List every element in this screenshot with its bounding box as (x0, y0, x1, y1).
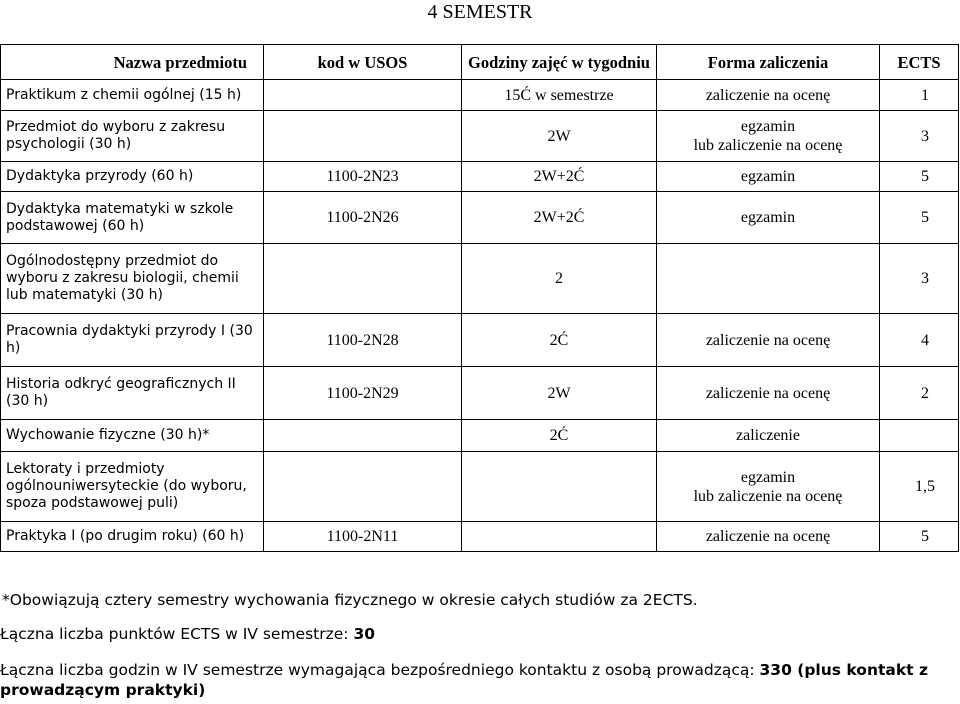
table-row (1, 80, 959, 111)
cell-hours: 2Ć (462, 420, 657, 452)
cell-code (264, 420, 462, 452)
cell-name (1, 452, 264, 522)
cell-hours: 2W (462, 367, 657, 420)
cell-code: 1100-2N26 (264, 192, 462, 244)
cell-hours: 2 (462, 244, 657, 314)
ects-total-label: Łączna liczba punktów ECTS w IV semestrze: (0, 625, 354, 643)
cell-name: Dydaktyka przyrody (60 h) (1, 162, 264, 192)
cell-ects: 3 (880, 244, 959, 314)
cell-form: egzamin lub zaliczenie na ocenę (657, 452, 880, 522)
header-code: kod w USOS (264, 45, 462, 80)
table-row (1, 367, 959, 420)
cell-form: zaliczenie na ocenę (657, 367, 880, 420)
cell-code: 1100-2N28 (264, 314, 462, 367)
cell-name-text: Historia odkryć geograficznych II (30 h) (6, 376, 236, 409)
cell-name (1, 314, 264, 367)
hours-total-value: 330 (plus kontakt z prowadzącym praktyki) (0, 661, 928, 699)
cell-name: Wychowanie fizyczne (30 h)* (1, 420, 264, 452)
hours-total (0, 660, 958, 700)
cell-name: Praktyka I (po drugim roku) (60 h) (1, 522, 264, 552)
cell-name: Praktikum z chemii ogólnej (15 h) (1, 80, 264, 111)
cell-name (1, 111, 264, 162)
table-row (1, 452, 959, 522)
cell-ects: 1,5 (880, 452, 959, 522)
cell-ects: 5 (880, 192, 959, 244)
cell-name (1, 244, 264, 314)
cell-form: zaliczenie na ocenę (657, 522, 880, 552)
cell-hours: 2W+2Ć (462, 162, 657, 192)
cell-name-text: Dydaktyka matematyki w szkole podstawowej (60 h) (6, 200, 234, 234)
table-header-row (1, 45, 959, 80)
cell-ects: 5 (880, 162, 959, 192)
cell-form: egzamin (657, 192, 880, 244)
cell-name (1, 192, 264, 244)
footnote: *Obowiązują cztery semestry wychowania fizycznego w okresie całych studiów za 2ECTS. (2, 591, 698, 609)
cell-name (1, 367, 264, 420)
cell-name-text: Lektoraty i przedmioty ogólnouniwersyteckie (do wyboru, spoza podstawowej puli) (6, 461, 247, 511)
cell-form: egzamin (657, 162, 880, 192)
cell-code: 1100-2N11 (264, 522, 462, 552)
cell-code (264, 80, 462, 111)
cell-hours (462, 522, 657, 552)
cell-hours: 2W+2Ć (462, 192, 657, 244)
page-title: 4 SEMESTR (427, 1, 533, 23)
ects-total (0, 624, 375, 644)
table-row (1, 111, 959, 162)
cell-form: zaliczenie na ocenę (657, 314, 880, 367)
table-row (1, 314, 959, 367)
cell-code: 1100-2N29 (264, 367, 462, 420)
header-hours: Godziny zajęć w tygodniu (462, 45, 657, 80)
cell-hours (462, 452, 657, 522)
cell-ects: 2 (880, 367, 959, 420)
table-row (1, 420, 959, 452)
cell-name-text: Ogólnodostępny przedmiot do wyboru z zakresu biologii, chemii lub matematyki (30 h) (6, 253, 239, 303)
cell-code (264, 452, 462, 522)
table-row (1, 244, 959, 314)
table-row (1, 522, 959, 552)
cell-code (264, 244, 462, 314)
cell-ects: 1 (880, 80, 959, 111)
header-ects: ECTS (880, 45, 959, 80)
cell-ects: 3 (880, 111, 959, 162)
header-form: Forma zaliczenia (657, 45, 880, 80)
header-name: Nazwa przedmiotu (1, 45, 264, 80)
table-row (1, 162, 959, 192)
table-body (1, 80, 959, 552)
cell-code (264, 111, 462, 162)
cell-hours: 15Ć w semestrze (462, 80, 657, 111)
cell-ects (880, 420, 959, 452)
cell-hours: 2Ć (462, 314, 657, 367)
cell-form: egzamin lub zaliczenie na ocenę (657, 111, 880, 162)
cell-ects: 4 (880, 314, 959, 367)
cell-name-text: Pracownia dydaktyki przyrody I (30 h) (6, 323, 253, 356)
hours-total-label: Łączna liczba godzin w IV semestrze wymagająca bezpośredniego kontaktu z osobą prowadzącą: (0, 661, 760, 679)
cell-name-text: Przedmiot do wyboru z zakresu psychologii (30 h) (6, 119, 226, 152)
cell-form: zaliczenie (657, 420, 880, 452)
cell-hours: 2W (462, 111, 657, 162)
semester-table (0, 44, 959, 552)
table-row (1, 192, 959, 244)
cell-form: zaliczenie na ocenę (657, 80, 880, 111)
cell-code: 1100-2N23 (264, 162, 462, 192)
cell-ects: 5 (880, 522, 959, 552)
ects-total-value: 30 (353, 625, 376, 643)
cell-form (657, 244, 880, 314)
